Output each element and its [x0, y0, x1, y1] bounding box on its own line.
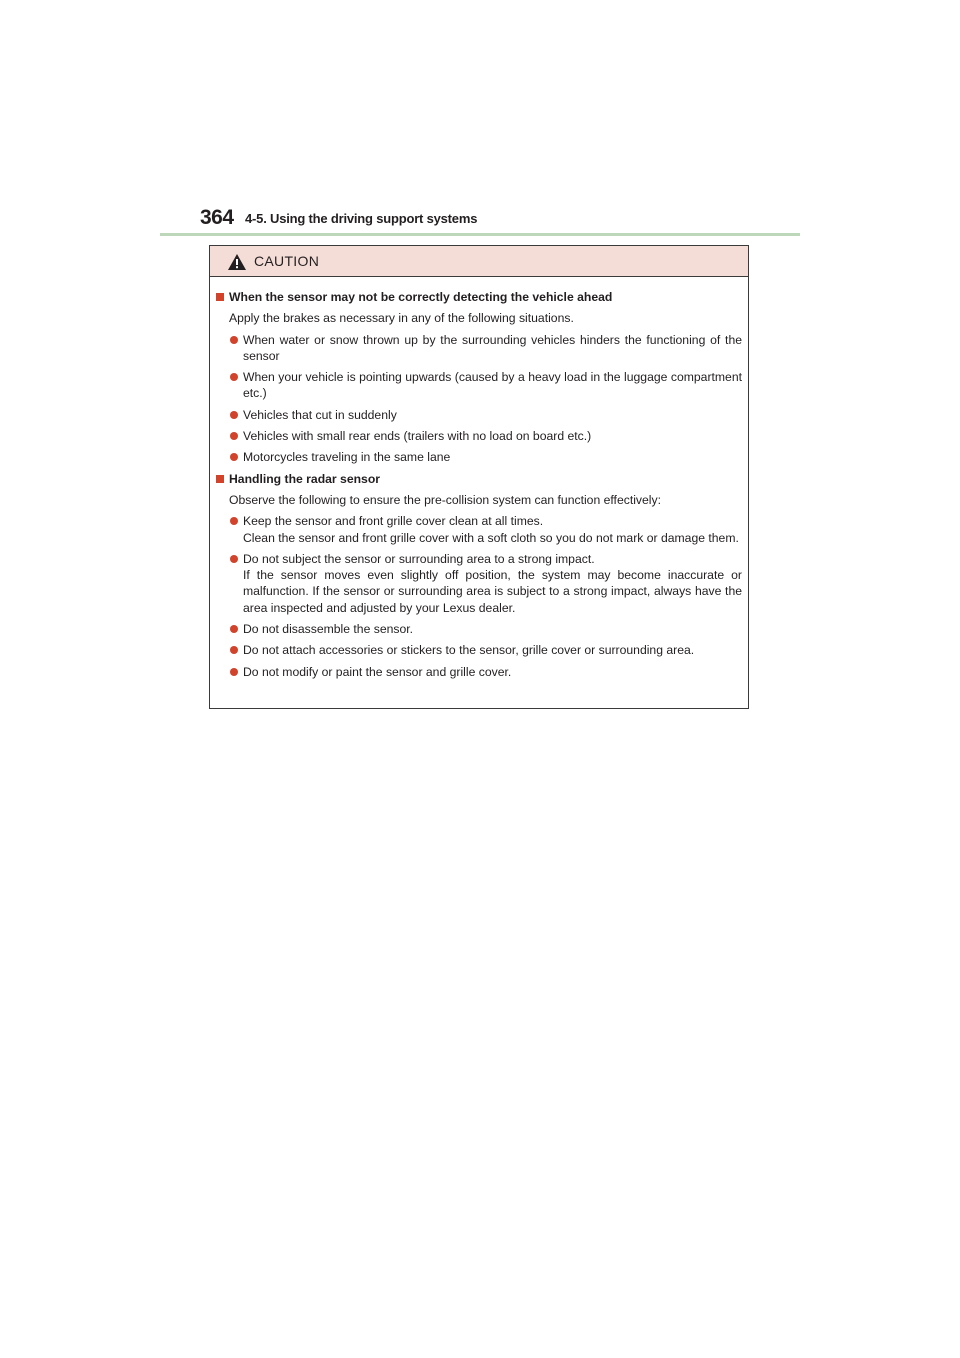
- caution-bullet-text: Clean the sensor and front grille cover with a soft cloth so you do not mark or damage them.: [243, 530, 739, 545]
- round-bullet-icon: [230, 453, 238, 461]
- caution-bullet-item: [210, 621, 748, 637]
- caution-bullet-text: Motorcycles traveling in the same lane: [243, 450, 451, 465]
- caution-bullet-text: Vehicles with small rear ends (trailers with no load on board etc.): [243, 429, 592, 444]
- caution-bullet-item: [210, 428, 748, 444]
- caution-bullet-text: Do not disassemble the sensor.: [243, 622, 414, 637]
- caution-section-heading: [210, 289, 748, 305]
- caution-body: [210, 289, 748, 685]
- round-bullet-icon: [230, 336, 238, 344]
- caution-bullet-item: [210, 551, 748, 616]
- square-bullet-icon: [216, 293, 224, 301]
- square-bullet-icon: [216, 475, 224, 483]
- caution-section-intro: Apply the brakes as necessary in any of the following situations.: [229, 311, 574, 326]
- caution-bullet-item: [210, 332, 748, 365]
- caution-bullet-text: Do not subject the sensor or surrounding area to a strong impact.: [243, 551, 595, 566]
- caution-label: CAUTION: [254, 253, 320, 269]
- round-bullet-icon: [230, 668, 238, 676]
- caution-bullet-item: [210, 407, 748, 423]
- caution-bullet-text: Keep the sensor and front grille cover clean at all times.: [243, 514, 544, 529]
- caution-bullet-text: Do not attach accessories or stickers to the sensor, grille cover or surrounding area.: [243, 643, 695, 658]
- caution-section-heading-text: Handling the radar sensor: [229, 471, 381, 486]
- caution-section-intro: Observe the following to ensure the pre-collision system can function effectively:: [229, 492, 661, 507]
- round-bullet-icon: [230, 411, 238, 419]
- page-header: [160, 206, 800, 232]
- round-bullet-icon: [230, 646, 238, 654]
- caution-bullet-text: Do not modify or paint the sensor and grille cover.: [243, 664, 512, 679]
- caution-header: [210, 246, 748, 277]
- caution-bullet-text: If the sensor moves even slightly off position, the system may become inaccurate or malfunction. If the sensor or surrounding area is subject to a strong impact, always have the area inspected and adjusted by your Lexus dealer.: [243, 568, 742, 615]
- round-bullet-icon: [230, 555, 238, 563]
- page-number: 364: [200, 206, 234, 229]
- caution-bullet-text: When your vehicle is pointing upwards (caused by a heavy load in the luggage compartment etc.): [243, 370, 742, 401]
- round-bullet-icon: [230, 517, 238, 525]
- caution-section-heading-text: When the sensor may not be correctly detecting the vehicle ahead: [229, 290, 613, 304]
- caution-bullet-item: [210, 449, 748, 465]
- section-title: 4-5. Using the driving support systems: [245, 211, 478, 226]
- caution-bullet-item: [210, 513, 748, 546]
- caution-box: [209, 245, 749, 709]
- round-bullet-icon: [230, 373, 238, 381]
- round-bullet-icon: [230, 432, 238, 440]
- caution-bullet-item: [210, 369, 748, 402]
- caution-bullet-text: Vehicles that cut in suddenly: [243, 407, 397, 422]
- caution-bullet-text: When water or snow thrown up by the surrounding vehicles hinders the functioning of the sensor: [243, 332, 742, 363]
- caution-bullet-item: [210, 664, 748, 680]
- header-rule: [160, 233, 800, 236]
- warning-triangle-icon: [227, 253, 247, 271]
- caution-bullet-item: [210, 642, 748, 658]
- round-bullet-icon: [230, 625, 238, 633]
- caution-section-heading: [210, 471, 748, 487]
